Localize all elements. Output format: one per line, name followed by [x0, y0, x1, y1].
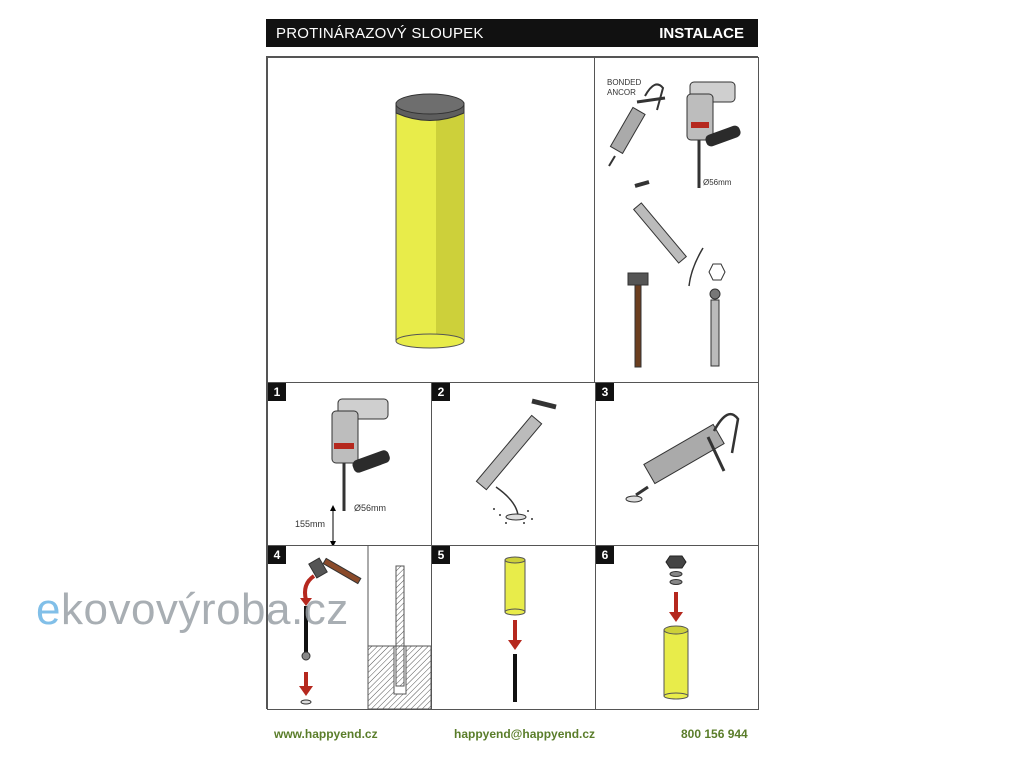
step-2-panel	[431, 382, 596, 546]
step-6-number: 6	[596, 546, 614, 564]
section-title: INSTALACE	[659, 24, 744, 42]
step-2-number: 2	[432, 383, 450, 401]
caulking-gun-icon	[609, 84, 665, 166]
drill-diameter-label: Ø56mm	[703, 178, 732, 187]
step-3-panel	[595, 382, 759, 546]
step-1-number: 1	[268, 383, 286, 401]
step-4-number: 4	[268, 546, 286, 564]
step-1-panel	[267, 382, 432, 546]
step-6-panel	[595, 545, 759, 710]
drill-icon	[687, 82, 742, 188]
torque-wrench-icon	[709, 264, 725, 366]
tools-panel	[594, 57, 759, 383]
blower-pump-icon	[634, 182, 703, 286]
header-bar	[266, 19, 758, 47]
document-title: PROTINÁRAZOVÝ SLOUPEK	[276, 24, 484, 42]
anchor-label-line2: ANCOR	[607, 88, 636, 97]
step-2-blower-illustration	[432, 383, 595, 545]
step-1-diameter: Ø56mm	[354, 503, 387, 513]
step-5-panel	[431, 545, 596, 710]
step-3-number: 3	[596, 383, 614, 401]
step-1-depth: 155mm	[295, 519, 326, 529]
bollard-illustration	[268, 58, 594, 382]
watermark-logo: ekovovýroba.cz	[36, 585, 349, 634]
step-5-bollard-insert-illustration	[432, 546, 595, 709]
footer-phone: 800 156 944	[681, 727, 748, 741]
anchor-label-line1: BONDED	[607, 78, 642, 87]
bollard-panel	[267, 57, 595, 383]
step-5-number: 5	[432, 546, 450, 564]
footer-website[interactable]: www.happyend.cz	[274, 727, 378, 741]
sledgehammer-icon	[628, 273, 648, 367]
step-3-caulk-gun-illustration	[596, 383, 758, 545]
tools-illustration	[595, 58, 758, 382]
step-1-drill-illustration	[268, 383, 431, 545]
step-6-nut-fix-illustration	[596, 546, 758, 709]
footer-email[interactable]: happyend@happyend.cz	[454, 727, 596, 741]
